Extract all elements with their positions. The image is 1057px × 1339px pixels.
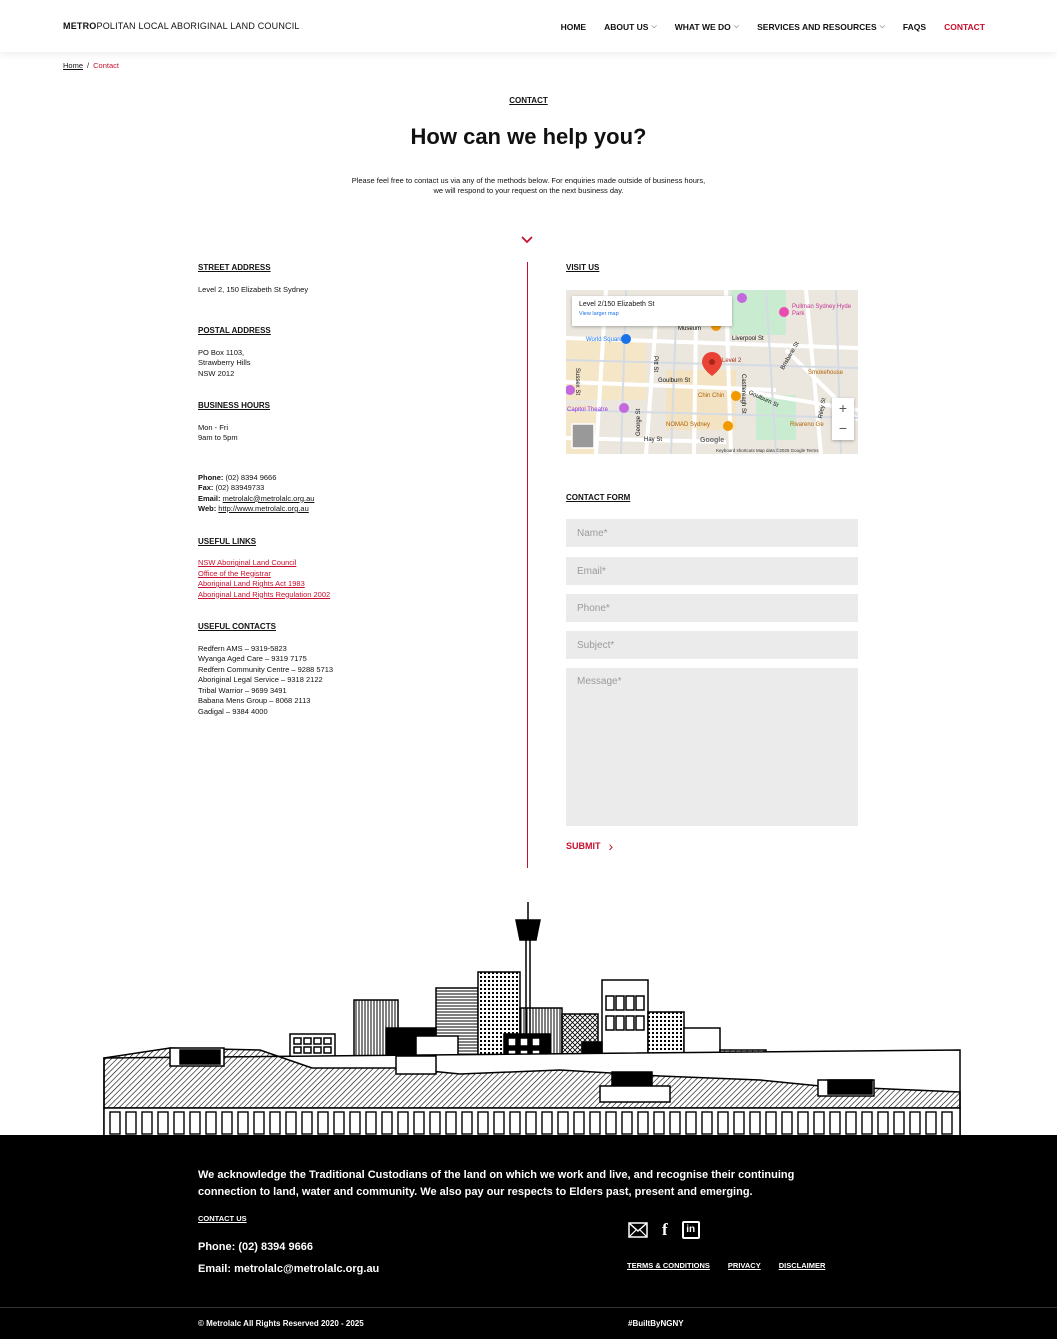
chevron-right-icon: › xyxy=(608,838,614,854)
nav-label: FAQS xyxy=(902,22,927,32)
postal-address-section xyxy=(198,326,498,379)
map-footer[interactable]: Keyboard shortcuts Map data ©2025 Google Terms xyxy=(716,448,819,453)
page-eyebrow: CONTACT xyxy=(509,96,548,105)
map-label-world-square: World Square xyxy=(586,337,623,343)
web-label: Web: xyxy=(198,504,217,513)
postal-line: Strawberry Hills xyxy=(198,358,251,367)
business-hours-section xyxy=(198,401,498,444)
acknowledgement-text: We acknowledge the Traditional Custodians of the land on which we work and live, and recognise their continuing connection to land, water and community. We also pay our respects to Elders past, present and emerging. xyxy=(198,1169,795,1198)
footer-contact-title[interactable]: CONTACT US xyxy=(198,1214,247,1223)
site-footer xyxy=(0,1135,1057,1339)
hours-line: Mon - Fri xyxy=(198,422,228,432)
nav-contact[interactable] xyxy=(944,22,985,32)
useful-links-section xyxy=(198,537,498,601)
map-label-museum: Museum xyxy=(678,326,702,332)
intro-text xyxy=(330,176,727,196)
terms-link[interactable]: TERMS & CONDITIONS xyxy=(627,1261,710,1270)
link-land-rights-act[interactable]: Aboriginal Land Rights Act 1983 xyxy=(198,579,305,588)
nav-home[interactable] xyxy=(561,22,587,32)
map-label-george-st: George St xyxy=(636,408,642,436)
useful-contacts-title: USEFUL CONTACTS xyxy=(198,622,276,631)
useful-contact-item: Wyanga Aged Care – 9319 7175 xyxy=(198,654,307,663)
site-header xyxy=(0,0,1057,52)
postal-line: PO Box 1103, xyxy=(198,347,245,357)
built-by-link[interactable]: #BuiltByNGNY xyxy=(628,1319,684,1328)
main-nav xyxy=(561,22,985,32)
link-land-rights-regulation[interactable]: Aboriginal Land Rights Regulation 2002 xyxy=(198,589,331,599)
nav-services-resources[interactable] xyxy=(757,22,885,32)
street-address: Level 2, 150 Elizabeth St Sydney xyxy=(198,284,309,294)
link-registrar[interactable]: Office of the Registrar xyxy=(198,568,271,578)
phone-input[interactable] xyxy=(566,594,858,622)
contact-lines xyxy=(198,473,498,515)
useful-links-title: USEFUL LINKS xyxy=(198,536,257,546)
footer-email[interactable]: Email: metrolalc@metrolalc.org.au xyxy=(198,1263,380,1275)
intro-line-2: we will respond to your request on the next business day. xyxy=(433,186,624,195)
submit-label: SUBMIT xyxy=(566,841,601,851)
footer-phone[interactable]: Phone: (02) 8394 9666 xyxy=(198,1241,313,1253)
chevron-down-icon: ⌵ xyxy=(879,23,885,30)
copyright-text: © Metrolalc All Rights Reserved 2020 - 2025 xyxy=(198,1319,364,1328)
map-label-chin-chin: Chin Chin xyxy=(698,393,725,399)
phone-value[interactable]: (02) 8394 9666 xyxy=(225,472,277,482)
map-label-level-2: Level 2 xyxy=(722,358,742,364)
web-link[interactable]: http://www.metrolalc.org.au xyxy=(218,504,309,513)
view-larger-map-link[interactable]: View larger map xyxy=(579,311,619,317)
google-logo: Google xyxy=(700,437,725,444)
map-label-liverpool-st: Liverpool St xyxy=(732,336,764,342)
zoom-out-button[interactable]: − xyxy=(838,420,848,436)
submit-button[interactable] xyxy=(566,838,613,854)
map-label-smokehouse: Smokehouse xyxy=(808,370,844,376)
chevron-down-icon: ⌵ xyxy=(651,23,657,30)
visit-us-title: VISIT US xyxy=(566,263,600,272)
map-label-goulburn-st-east: Goulburn St xyxy=(747,390,780,409)
link-nswalc[interactable]: NSW Aboriginal Land Council xyxy=(198,558,297,567)
business-hours-title: BUSINESS HOURS xyxy=(198,401,271,410)
map-label-castlereagh-st: Castlereagh St xyxy=(740,374,746,414)
map-card-title: Level 2/150 Elizabeth St xyxy=(579,301,655,308)
contact-details xyxy=(198,262,498,739)
nav-faqs[interactable] xyxy=(903,22,926,32)
intro-line-1: Please feel free to contact us via any of the methods below. For enquiries made outside of business hours, xyxy=(351,176,706,185)
map-label-goulburn-st: Goulburn St xyxy=(658,378,691,384)
disclaimer-link[interactable]: DISCLAIMER xyxy=(778,1261,826,1270)
privacy-link[interactable]: PRIVACY xyxy=(727,1261,761,1270)
contact-form-title: CONTACT FORM xyxy=(566,493,631,502)
email-input[interactable] xyxy=(566,557,858,585)
useful-contacts-section xyxy=(198,622,498,717)
nav-label: HOME xyxy=(560,22,587,32)
fax-label: Fax: xyxy=(198,483,214,492)
sydney-skyline-illustration xyxy=(100,900,962,1136)
nav-label: ABOUT US xyxy=(604,22,649,32)
fax-value: (02) 83949733 xyxy=(215,483,265,492)
linkedin-icon[interactable]: in xyxy=(682,1221,700,1239)
breadcrumb-home[interactable]: Home xyxy=(63,61,84,70)
zoom-in-button[interactable]: + xyxy=(838,400,848,416)
map-label-sussex-st: Sussex St xyxy=(574,368,580,396)
nav-what-we-do[interactable] xyxy=(675,22,739,32)
map-label-nomad: NOMAD Sydney xyxy=(666,422,711,428)
map-label-rivareno: Rivareno Ge xyxy=(790,422,824,428)
nav-about-us[interactable] xyxy=(604,22,657,32)
facebook-icon[interactable]: f xyxy=(662,1220,668,1239)
breadcrumb-current: Contact xyxy=(93,61,119,70)
social-links xyxy=(628,1220,700,1240)
hours-line: 9am to 5pm xyxy=(198,433,238,442)
map-label-riley-st: Riley St xyxy=(818,397,828,420)
useful-contact-item: Babana Mens Group – 8068 2113 xyxy=(198,696,311,705)
chevron-down-icon[interactable] xyxy=(520,233,534,247)
nav-label: CONTACT xyxy=(944,22,985,32)
postal-line: NSW 2012 xyxy=(198,368,235,378)
column-divider xyxy=(527,262,528,868)
nav-label: WHAT WE DO xyxy=(674,22,731,32)
logo-light: POLITAN LOCAL ABORIGINAL LAND COUNCIL xyxy=(96,21,300,31)
useful-contact-item: Gadigal – 9384 4000 xyxy=(198,706,268,716)
map-info-card xyxy=(572,296,732,326)
logo-bold: METRO xyxy=(63,21,97,31)
message-textarea[interactable] xyxy=(566,668,858,826)
map-label-capitol-theatre: Capitol Theatre xyxy=(567,407,608,413)
page-title: How can we help you? xyxy=(410,124,647,149)
email-label: Email: xyxy=(198,493,221,503)
useful-contact-item: Aboriginal Legal Service – 9318 2122 xyxy=(198,675,323,684)
footer-divider xyxy=(0,1307,1057,1308)
phone-label: Phone: xyxy=(198,472,224,482)
map-label-pitt-st: Pitt St xyxy=(652,356,658,373)
postal-address-title: POSTAL ADDRESS xyxy=(198,326,271,335)
breadcrumb-separator: / xyxy=(87,61,90,70)
subject-input[interactable] xyxy=(566,631,858,659)
useful-contact-item: Tribal Warrior – 9699 3491 xyxy=(198,685,287,695)
breadcrumb xyxy=(63,61,119,70)
nav-label: SERVICES AND RESOURCES xyxy=(757,22,877,32)
site-logo[interactable] xyxy=(63,21,300,31)
email-icon[interactable] xyxy=(628,1222,648,1238)
map-zoom-controls xyxy=(832,398,854,440)
email-link[interactable]: metrolalc@metrolalc.org.au xyxy=(222,493,315,503)
chevron-down-icon: ⌵ xyxy=(733,23,740,30)
footer-legal-links xyxy=(627,1261,825,1270)
google-map[interactable] xyxy=(566,290,858,454)
useful-contact-item: Redfern AMS – 9319-5823 xyxy=(198,643,287,653)
street-address-title: STREET ADDRESS xyxy=(198,263,271,272)
map-label-hay-st: Hay St xyxy=(644,437,663,443)
useful-contact-item: Redfern Community Centre – 9288 5713 xyxy=(198,664,334,674)
map-label-brisbane-st: Brisbane St xyxy=(780,341,801,371)
street-address-section xyxy=(198,263,498,295)
map-label-pullman: Pullman Sydney Hyde Park xyxy=(792,304,852,317)
name-input[interactable] xyxy=(566,519,858,547)
